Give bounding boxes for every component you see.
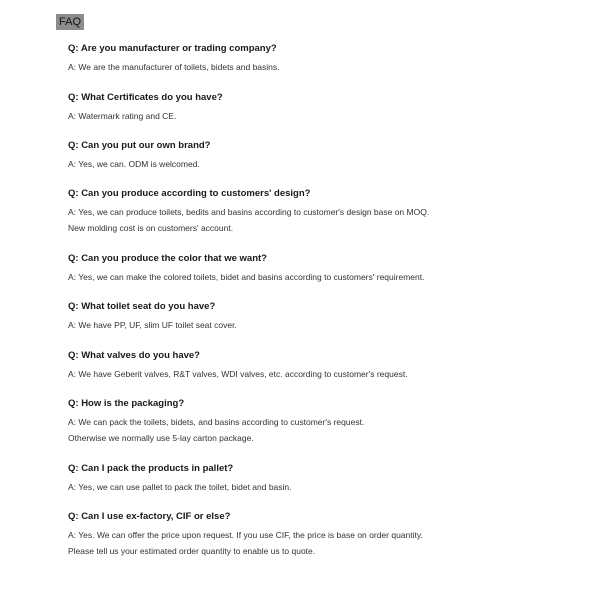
faq-item: [68, 188, 588, 234]
faq-item: [68, 140, 588, 170]
faq-question: Q: What valves do you have?: [68, 350, 200, 361]
faq-question: Q: Can you put our own brand?: [68, 140, 211, 151]
faq-answer: A: Yes, we can use pallet to pack the toilet, bidet and basin.: [68, 482, 292, 492]
faq-question: Q: Can you produce according to customers' design?: [68, 188, 311, 199]
faq-answer: A: We have Geberit valves, R&T valves, WDI valves, etc. according to customer's request.: [68, 369, 408, 379]
faq-heading: FAQ: [56, 14, 84, 30]
faq-answer-continued: Please tell us your estimated order quantity to enable us to quote.: [68, 546, 316, 556]
faq-answer: A: Yes, we can. ODM is welcomed.: [68, 159, 200, 169]
faq-answer: A: Yes, we can make the colored toilets, bidet and basins according to customers' requirement.: [68, 272, 425, 282]
faq-question: Q: What toilet seat do you have?: [68, 301, 216, 312]
faq-item: [68, 43, 588, 73]
faq-answer: A: We can pack the toilets, bidets, and basins according to customer's request.: [68, 417, 365, 427]
faq-item: [68, 463, 588, 493]
faq-answer-continued: Otherwise we normally use 5-lay carton package.: [68, 433, 254, 443]
faq-item: [68, 253, 588, 283]
faq-item: [68, 92, 588, 122]
faq-answer: A: Yes. We can offer the price upon request. If you use CIF, the price is base on order quantity.: [68, 530, 423, 540]
faq-answer-continued: New molding cost is on customers' account.: [68, 223, 234, 233]
faq-item: [68, 398, 588, 444]
faq-question: Q: How is the packaging?: [68, 398, 185, 409]
faq-item: [68, 511, 588, 557]
faq-answer: A: Watermark rating and CE.: [68, 111, 177, 121]
faq-item: [68, 301, 588, 331]
faq-item: [68, 350, 588, 380]
faq-question: Q: What Certificates do you have?: [68, 92, 223, 103]
faq-question: Q: Are you manufacturer or trading company?: [68, 43, 277, 54]
faq-question: Q: Can I use ex-factory, CIF or else?: [68, 511, 231, 522]
faq-answer: A: We are the manufacturer of toilets, bidets and basins.: [68, 62, 280, 72]
faq-answer: A: Yes, we can produce toilets, bedits and basins according to customer's design base on MOQ.: [68, 207, 430, 217]
faq-question: Q: Can you produce the color that we want?: [68, 253, 267, 264]
faq-question: Q: Can I pack the products in pallet?: [68, 463, 234, 474]
faq-answer: A: We have PP, UF, slim UF toilet seat cover.: [68, 320, 237, 330]
